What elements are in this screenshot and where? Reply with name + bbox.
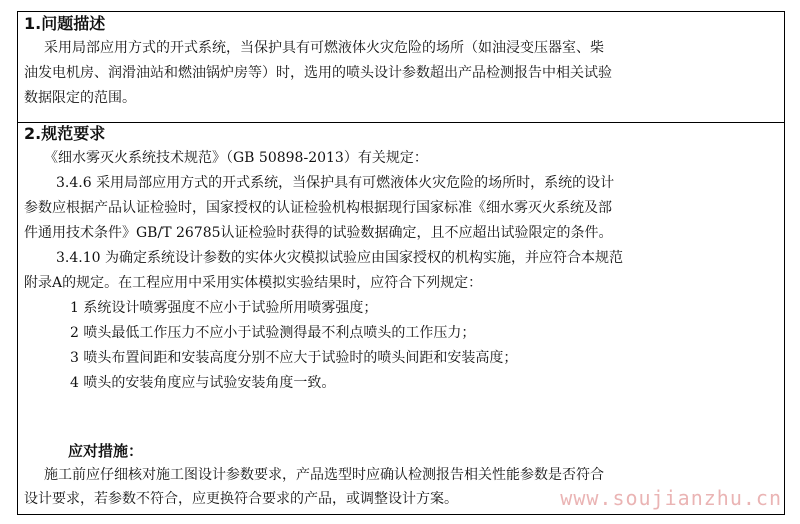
requirement-item: 3 喷头布置间距和安装高度分别不应大于试验时的喷头间距和安装高度；: [70, 350, 518, 366]
measures-line: 施工前应仔细核对施工图设计参数要求，产品选型时应确认检测报告相关性能参数是否符合: [44, 467, 604, 483]
requirement-item: 1 系统设计喷雾强度不应小于试验所用喷雾强度；: [70, 300, 378, 316]
measures-title: 应对措施：: [68, 442, 144, 460]
clause-3-4-10-line: 3.4.10 为确定系统设计参数的实体火灾模拟试验应由国家授权的机构实施，并应符合本规范: [56, 250, 623, 266]
requirement-item: 4 喷头的安装角度应与试验安装角度一致。: [70, 375, 336, 391]
section1-line: 数据限定的范围。: [24, 90, 136, 106]
section-divider: [18, 122, 784, 123]
section1-line: 油发电机房、润滑油站和燃油锅炉房等）时，选用的喷头设计参数超出产品检测报告中相关试验: [24, 65, 612, 81]
clause-3-4-6-line: 件通用技术条件》GB/T 26785认证检验时获得的试验数据确定，且不应超出试验限定的条件。: [24, 225, 613, 241]
standard-intro: 《细水雾灭火系统技术规范》（GB 50898-2013）有关规定：: [44, 150, 428, 166]
site-watermark: www.soujianzhu.cn: [560, 486, 782, 510]
clause-3-4-10-line: 附录A的规定。在工程应用中采用实体模拟实验结果时，应符合下列规定：: [24, 275, 483, 291]
clause-3-4-6-line: 参数应根据产品认证检验时，国家授权的认证检验机构根据现行国家标准《细水雾灭火系统及部: [24, 200, 612, 216]
section2-title: 2.规范要求: [24, 124, 106, 143]
content-frame: [17, 11, 785, 515]
measures-line: 设计要求，若参数不符合，应更换符合要求的产品，或调整设计方案。: [24, 491, 458, 507]
section1-line: 采用局部应用方式的开式系统，当保护具有可燃液体火灾危险的场所（如油浸变压器室、柴: [44, 40, 604, 56]
requirement-item: 2 喷头最低工作压力不应小于试验测得最不利点喷头的工作压力；: [70, 325, 476, 341]
section1-title: 1.问题描述: [24, 14, 106, 33]
clause-3-4-6-line: 3.4.6 采用局部应用方式的开式系统，当保护具有可燃液体火灾危险的场所时，系统的设计: [56, 175, 615, 191]
